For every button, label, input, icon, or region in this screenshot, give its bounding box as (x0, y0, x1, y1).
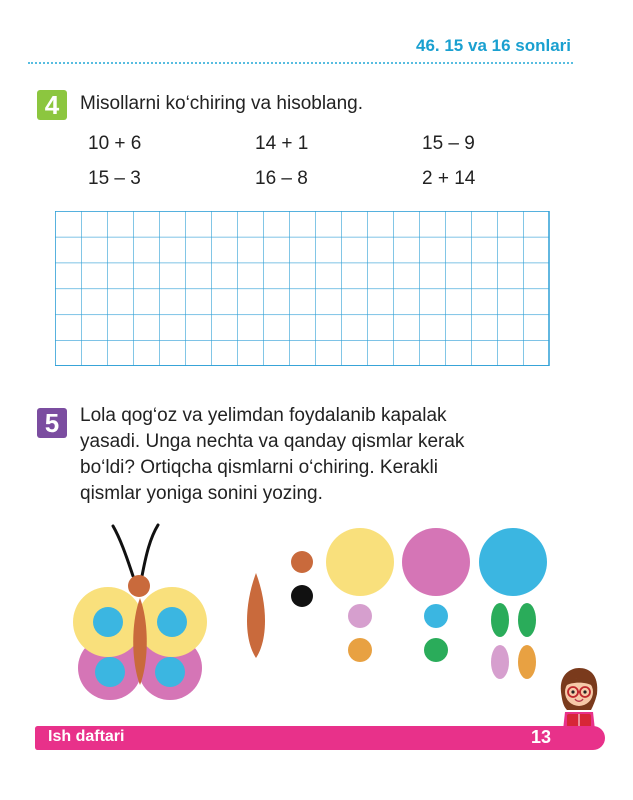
part-yellow-circle (326, 528, 394, 596)
butterfly-head (128, 575, 150, 597)
part-pink-circle (402, 528, 470, 596)
exercise-2: 14 + 1 (255, 133, 309, 154)
part-small-blue-circle (424, 604, 448, 628)
butterfly-antenna-left (113, 526, 133, 576)
butterfly-spot (93, 607, 123, 637)
task-5-line: bo‘ldi? Ortiqcha qismlarni o‘chiring. Kerakli (80, 457, 438, 478)
page-number: 13 (530, 727, 551, 747)
exercise-4: 15 – 3 (88, 168, 141, 189)
exercise-5: 16 – 8 (255, 168, 308, 189)
task-5-line: Lola qog‘oz va yelimdan foydalanib kapalak (80, 405, 447, 426)
answer-grid[interactable] (55, 211, 550, 366)
footer-label: Ish daftari (48, 728, 125, 745)
task-5-instruction (80, 403, 550, 507)
part-small-pink-circle (348, 604, 372, 628)
part-small-green-circle (424, 638, 448, 662)
butterfly-spot (95, 657, 125, 687)
part-body (247, 573, 265, 658)
part-orange-oval (518, 645, 536, 679)
task-5-line: qismlar yoniga sonini yozing. (80, 483, 323, 504)
part-pink-oval (491, 645, 509, 679)
butterfly-parts-illustration (0, 510, 633, 710)
exercise-6: 2 + 14 (422, 168, 476, 189)
butterfly-spot (155, 657, 185, 687)
task-4-instruction: Misollarni ko‘chiring va hisoblang. (80, 93, 364, 114)
task-4-badge: 4 (37, 90, 67, 120)
part-green-oval (518, 603, 536, 637)
lesson-title: 46. 15 va 16 sonlari (416, 36, 571, 55)
part-blue-circle (479, 528, 547, 596)
butterfly-spot (157, 607, 187, 637)
task-5-line: yasadi. Unga nechta va qanday qismlar kerak (80, 431, 465, 452)
task-5-badge: 5 (37, 408, 67, 438)
butterfly-image (73, 525, 207, 700)
butterfly-antenna-right (142, 525, 158, 576)
header-divider (28, 62, 573, 64)
part-head (291, 551, 313, 573)
part-green-oval (491, 603, 509, 637)
part-black-circle (291, 585, 313, 607)
exercise-1: 10 + 6 (88, 133, 142, 154)
part-small-orange-circle (348, 638, 372, 662)
exercise-3: 15 – 9 (422, 133, 475, 154)
